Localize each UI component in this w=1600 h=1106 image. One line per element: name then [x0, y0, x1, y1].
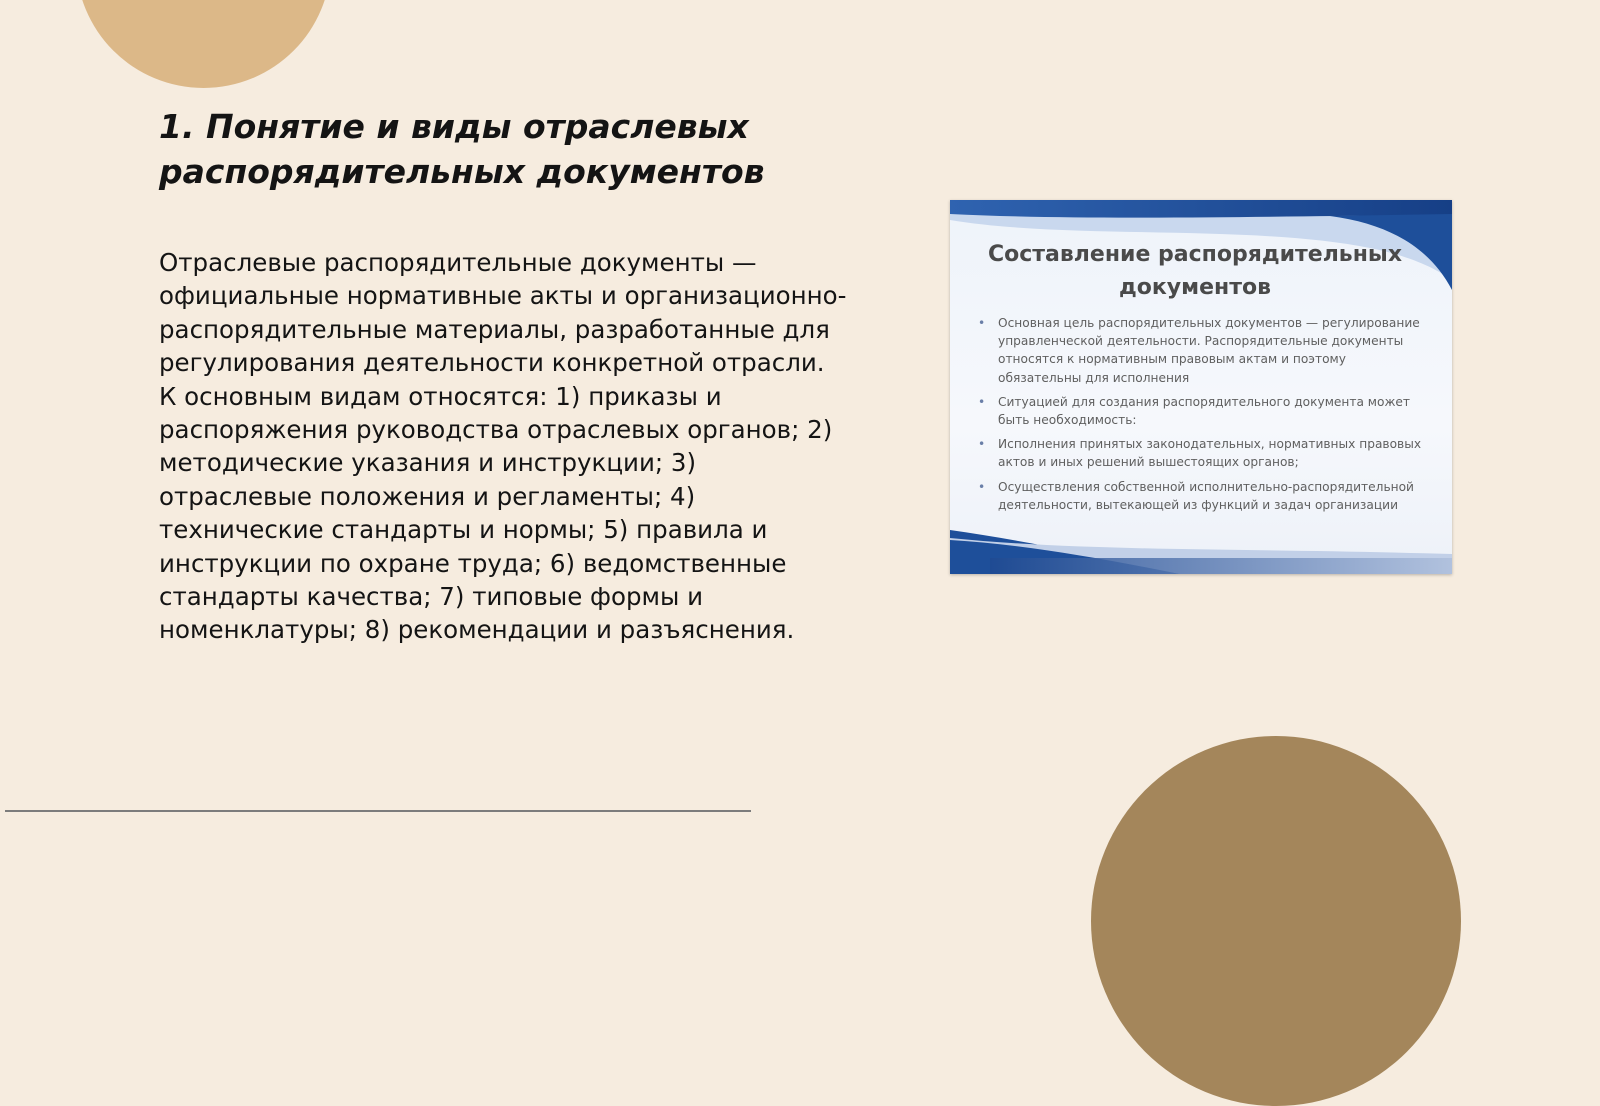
bullet-text: Основная цель распорядительных документов — регулирование управленческой деятельности. Распорядительные документы относятся к нормативным правовым актам и поэтому обязательны для исполнения	[998, 316, 1420, 385]
decorative-circle-top	[76, 0, 331, 88]
embedded-slide-bullet-list	[978, 314, 1426, 520]
slide-title: 1. Понятие и виды отраслевых распорядительных документов	[159, 107, 765, 191]
list-item	[978, 314, 1426, 387]
bullet-text: Исполнения принятых законодательных, нормативных правовых актов и иных решений вышестоящих органов;	[998, 437, 1422, 470]
bullet-icon: •	[978, 394, 986, 409]
embedded-slide-title: Составление распорядительных документов	[987, 242, 1403, 300]
bullet-icon: •	[978, 479, 986, 494]
bullet-icon: •	[978, 437, 986, 452]
horizontal-divider	[5, 810, 751, 812]
decorative-circle-bottom	[1091, 736, 1461, 1106]
bullet-text: Ситуацией для создания распорядительного документа может быть необходимость:	[998, 394, 1411, 428]
bullet-icon: •	[978, 316, 986, 330]
list-item	[978, 435, 1426, 471]
list-item	[978, 393, 1426, 429]
bullet-text: Осуществления собственной исполнительно-распорядительной деятельности, вытекающей из функций и задач организации	[998, 479, 1414, 512]
list-item	[978, 478, 1426, 514]
slide-body-text: Отраслевые распорядительные документы — официальные нормативные акты и организационно-распорядительные материалы, разработанные для регулирования деятельности конкретной отрасли. К основным видам относятся: 1) приказы и распоряжения руководства отраслевых органов; 2) методические указания и инструкции; 3) отраслевые положения и регламенты; 4) технические стандарты и нормы; 5) правила и инструкции по охране труда; 6) ведомственные стандарты качества; 7) типовые формы и номенклатуры; 8) рекомендации и разъяснения.	[159, 248, 847, 645]
embedded-slide-image	[950, 200, 1452, 574]
